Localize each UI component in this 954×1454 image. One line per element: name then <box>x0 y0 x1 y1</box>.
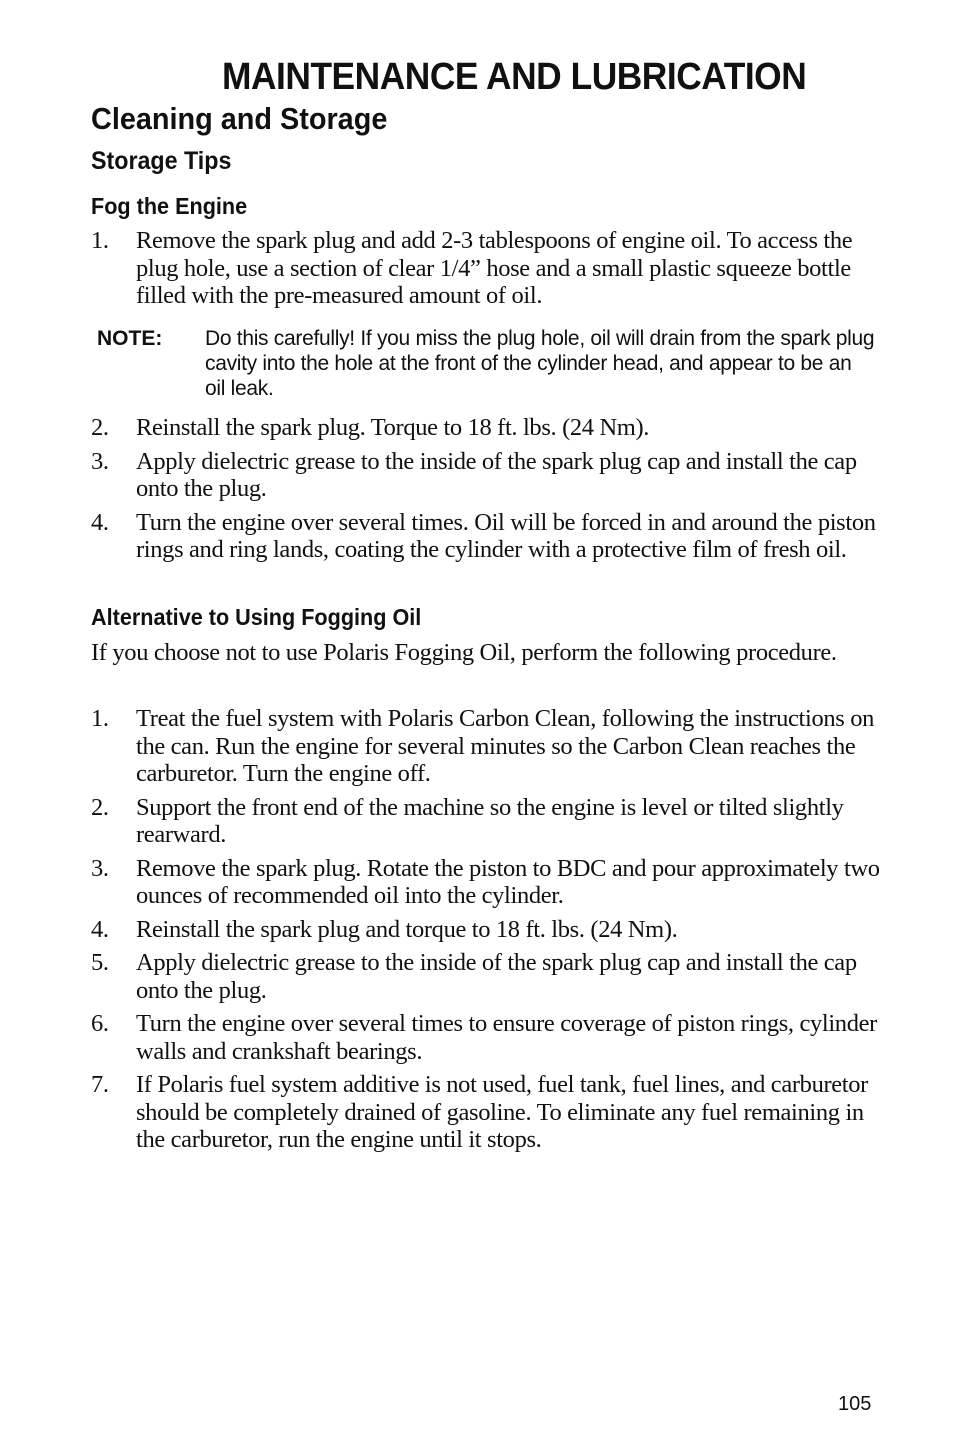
step-number: 7. <box>91 1071 109 1098</box>
list-item <box>91 414 891 442</box>
step-text: Apply dielectric grease to the inside of the spark plug cap and install the cap onto the plug. <box>136 447 857 502</box>
list-item <box>91 1071 891 1154</box>
step-text: If Polaris fuel system additive is not used, fuel tank, fuel lines, and carburetor should be completely drained of gasoline. To eliminate any fuel remaining in the carburetor, run the engine until it stops. <box>136 1071 868 1153</box>
step-text: Turn the engine over several times to ensure coverage of piston rings, cylinder walls and crankshaft bearings. <box>136 1010 877 1065</box>
alternative-intro: If you choose not to use Polaris Fogging Oil, perform the following procedure. <box>91 639 837 666</box>
list-item <box>91 1010 891 1065</box>
alternative-heading: Alternative to Using Fogging Oil <box>91 604 422 630</box>
chapter-title: MAINTENANCE AND LUBRICATION <box>222 56 807 98</box>
alternative-step-list <box>91 705 891 1160</box>
step-number: 2. <box>91 414 109 441</box>
list-item <box>91 509 891 564</box>
list-item <box>91 227 891 310</box>
note-box <box>97 326 877 401</box>
step-number: 4. <box>91 508 109 536</box>
list-item <box>91 705 891 788</box>
step-text: Turn the engine over several times. Oil will be forced in and around the piston rings and ring lands, coating the cylinder with a protective film of fresh oil. <box>136 508 876 563</box>
step-number: 2. <box>91 793 109 821</box>
step-text: Reinstall the spark plug. Torque to 18 ft. lbs. (24 Nm). <box>136 414 650 441</box>
fog-engine-heading: Fog the Engine <box>91 193 248 219</box>
step-number: 5. <box>91 949 109 976</box>
step-text: Reinstall the spark plug and torque to 18 ft. lbs. (24 Nm). <box>136 915 678 943</box>
list-item <box>91 855 891 910</box>
step-number: 6. <box>91 1010 109 1037</box>
fog-engine-step-list-continued <box>91 414 891 570</box>
page-number: 105 <box>838 1393 872 1415</box>
note-label: NOTE: <box>97 327 163 350</box>
step-number: 3. <box>91 854 109 882</box>
step-text: Apply dielectric grease to the inside of the spark plug cap and install the cap onto the plug. <box>136 949 857 1004</box>
list-item <box>91 448 891 503</box>
step-number: 3. <box>91 447 109 475</box>
list-item <box>91 916 891 944</box>
step-number: 1. <box>91 227 109 254</box>
subsection-title: Storage Tips <box>91 147 232 175</box>
fog-engine-step-list <box>91 227 891 316</box>
step-number: 4. <box>91 915 109 943</box>
list-item <box>91 949 891 1004</box>
list-item <box>91 794 891 849</box>
section-title: Cleaning and Storage <box>91 101 388 136</box>
note-text: Do this carefully! If you miss the plug hole, oil will drain from the spark plug cavity into the hole at the front of the cylinder head, and appear to be an oil leak. <box>205 327 875 400</box>
step-text: Remove the spark plug. Rotate the piston to BDC and pour approximately two ounces of recommended oil into the cylinder. <box>136 854 880 909</box>
step-text: Support the front end of the machine so the engine is level or tilted slightly rearward. <box>136 793 844 848</box>
step-text: Remove the spark plug and add 2-3 tablespoons of engine oil. To access the plug hole, use a section of clear 1/4” hose and a small plastic squeeze bottle filled with the pre-measured amount of oil. <box>136 227 853 309</box>
step-text: Treat the fuel system with Polaris Carbon Clean, following the instructions on the can. Run the engine for several minutes so the Carbon Clean reaches the carburetor. Turn the engine off. <box>136 705 875 787</box>
step-number: 1. <box>91 705 109 732</box>
